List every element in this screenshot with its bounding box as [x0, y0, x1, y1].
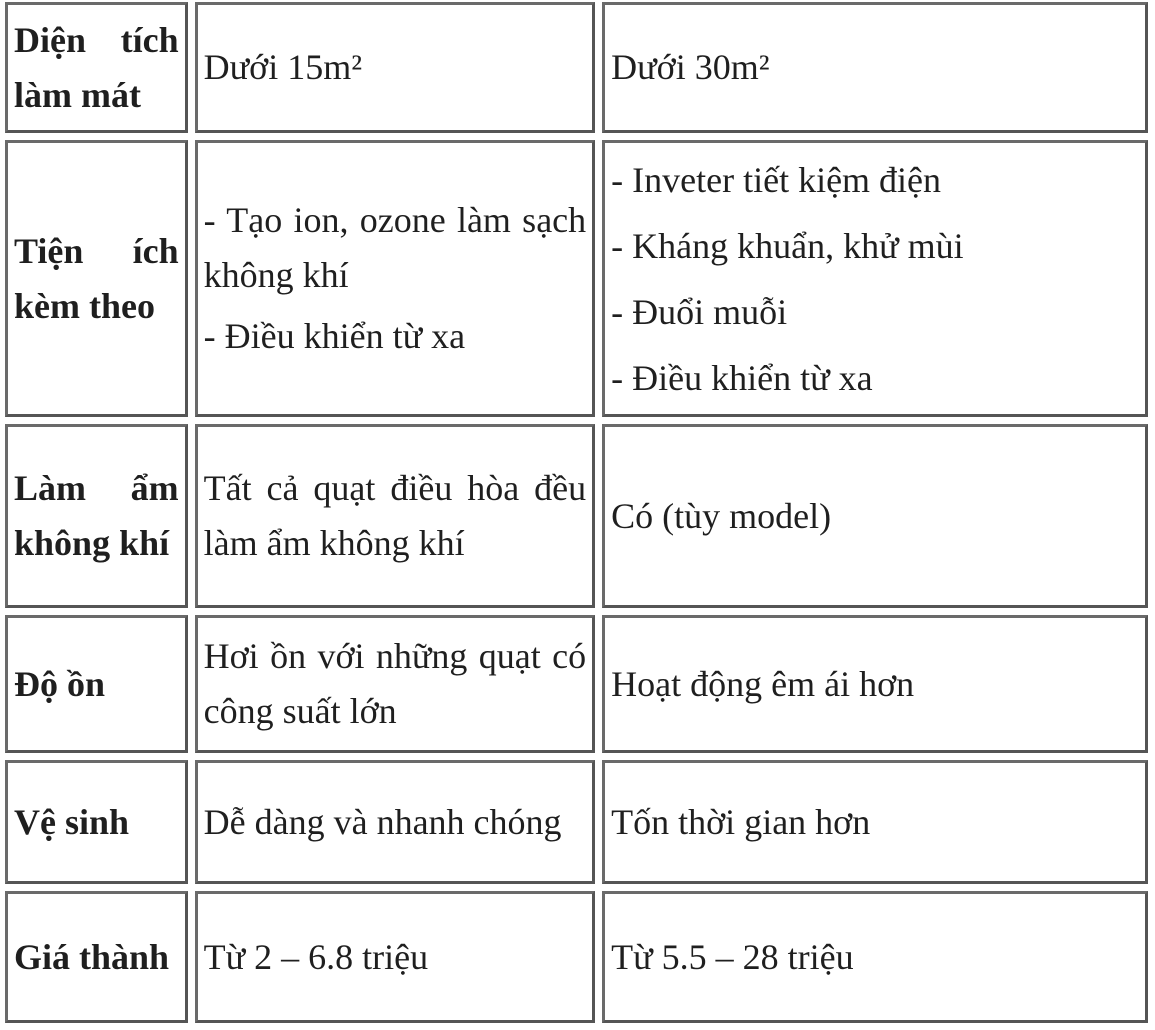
table-row — [5, 760, 1148, 884]
cell-text: Tất cả quạt điều hòa đều làm ẩm không khí — [203, 468, 587, 563]
cell-text: - Điều khiển từ xa — [203, 316, 466, 356]
table-cell — [195, 760, 596, 884]
table-row — [5, 615, 1148, 753]
table-cell — [602, 2, 1148, 133]
cell-text: Có (tùy model) — [611, 495, 832, 536]
cell-text: Hơi ồn với những quạt có công suất lớn — [203, 636, 587, 731]
row-label: Làm ẩm không khí — [5, 424, 188, 608]
row-label: Giá thành — [5, 891, 188, 1023]
cell-text: Từ 2 – 6.8 triệu — [203, 936, 429, 977]
cell-text: Từ 5.5 – 28 triệu — [611, 936, 854, 977]
table-row — [5, 140, 1148, 417]
table-cell — [602, 140, 1148, 417]
list-item: - Đuổi muỗi — [611, 291, 788, 332]
list-item: - Kháng khuẩn, khử mùi — [611, 225, 964, 266]
table-cell — [195, 2, 596, 133]
table-row — [5, 2, 1148, 133]
cell-text: Tốn thời gian hơn — [611, 801, 871, 842]
table-cell — [602, 891, 1148, 1023]
row-label: Tiện ích kèm theo — [5, 140, 188, 417]
row-label: Vệ sinh — [5, 760, 188, 884]
cell-text: Hoạt động êm ái hơn — [611, 663, 915, 704]
table-cell — [602, 424, 1148, 608]
table-cell — [195, 140, 596, 417]
cell-text: - Tạo ion, ozone làm sạch không khí — [203, 200, 587, 295]
cell-text: Dưới 15m² — [203, 47, 362, 87]
cell-text: Dễ dàng và nhanh chóng — [203, 801, 562, 842]
table-cell — [195, 891, 596, 1023]
table-cell — [602, 615, 1148, 753]
row-label: Diện tích làm mát — [5, 2, 188, 133]
table-cell — [195, 615, 596, 753]
table-cell — [602, 760, 1148, 884]
list-item: - Điều khiển từ xa — [611, 357, 873, 398]
table-row — [5, 891, 1148, 1023]
cell-text: Dưới 30m² — [611, 47, 770, 87]
table-row — [5, 424, 1148, 608]
list-item: - Inveter tiết kiệm điện — [611, 159, 942, 200]
row-label: Độ ồn — [5, 615, 188, 753]
table-cell — [195, 424, 596, 608]
